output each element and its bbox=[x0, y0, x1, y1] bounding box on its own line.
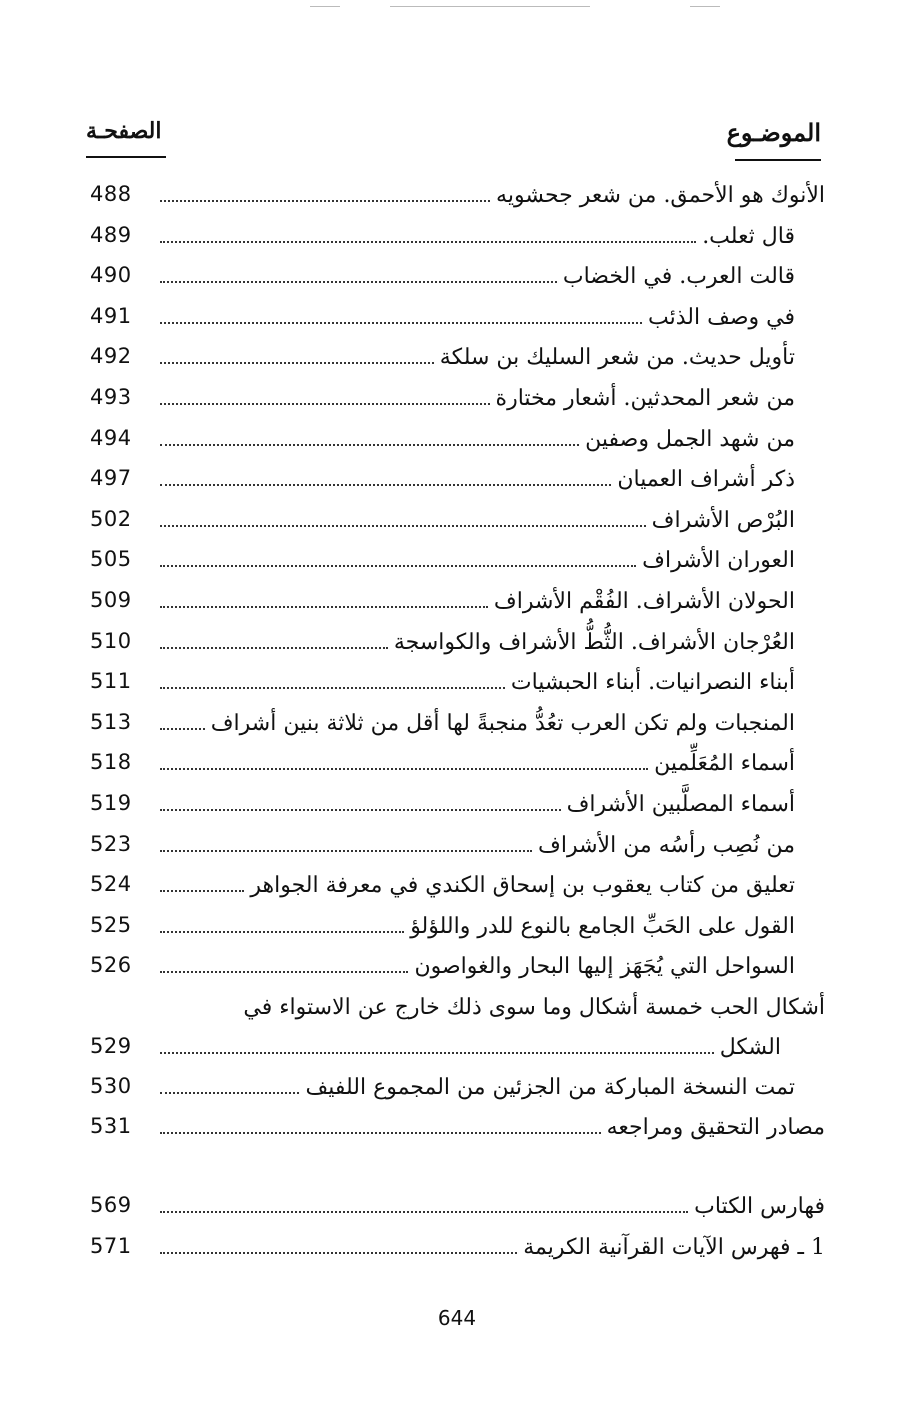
dot-leader bbox=[160, 1187, 688, 1213]
entry-title: في وصف الذئب bbox=[647, 304, 795, 330]
dot-leader bbox=[160, 785, 561, 811]
top-rule-right bbox=[690, 6, 720, 7]
entry-page: 510 bbox=[90, 628, 132, 653]
dot-leader bbox=[160, 176, 490, 202]
entry-page: 511 bbox=[90, 669, 132, 694]
toc-entry bbox=[90, 176, 825, 217]
toc-entry bbox=[90, 1228, 825, 1269]
toc-entry bbox=[90, 379, 825, 420]
entry-title: المنجبات ولم تكن العرب تعُدُّ منجبةً لها أقل من ثلاثة بنين أشراف bbox=[210, 710, 795, 736]
dot-leader bbox=[160, 826, 532, 852]
entry-page: 509 bbox=[90, 587, 132, 612]
entry-title: العُرْجان الأشراف. الثُّطُّ الأشراف والكواسجة bbox=[393, 629, 795, 655]
entry-title: تأويل حديث. من شعر السليك بن سلكة bbox=[439, 345, 795, 371]
toc-entry bbox=[90, 1187, 825, 1228]
dot-leader bbox=[160, 704, 205, 730]
entry-page: 530 bbox=[90, 1073, 132, 1098]
entry-page: 505 bbox=[90, 547, 132, 572]
dot-leader bbox=[160, 1068, 299, 1094]
toc-entry bbox=[90, 704, 825, 745]
toc-entry bbox=[90, 907, 825, 948]
toc-entry bbox=[90, 460, 825, 501]
toc-entry bbox=[90, 1108, 825, 1149]
dot-leader bbox=[160, 582, 488, 608]
entry-title: السواحل التي يُجَهَز إليها البحار والغواصون bbox=[414, 954, 795, 980]
page-number: 644 bbox=[437, 1306, 477, 1330]
entry-page: 497 bbox=[90, 466, 132, 491]
entry-page: 525 bbox=[90, 912, 132, 937]
section-gap bbox=[90, 1149, 825, 1187]
entry-title: القول على الحَبِّ الجامع بالنوع للدر واللؤلؤ bbox=[410, 913, 795, 939]
entry-page: 571 bbox=[90, 1233, 132, 1258]
dot-leader bbox=[160, 541, 636, 567]
entry-page: 493 bbox=[90, 384, 132, 409]
toc-entry bbox=[90, 217, 825, 258]
entry-title: أسماء المصلَّبين الأشراف bbox=[566, 791, 795, 817]
entry-title: الحولان الأشراف. الفُقْم الأشراف bbox=[493, 588, 795, 614]
top-rule-left bbox=[310, 6, 340, 7]
entry-page: 529 bbox=[90, 1033, 132, 1058]
top-rule-center bbox=[390, 6, 590, 7]
entry-title: أبناء النصرانيات. أبناء الحبشيات bbox=[510, 670, 795, 696]
entry-title: ذكر أشراف العميان bbox=[617, 467, 795, 493]
entry-page: 489 bbox=[90, 222, 132, 247]
dot-leader bbox=[160, 298, 642, 324]
entry-title: من شهد الجمل وصفين bbox=[585, 426, 795, 452]
toc-entry bbox=[90, 866, 825, 907]
dot-leader bbox=[160, 257, 557, 283]
entry-page: 518 bbox=[90, 750, 132, 775]
toc-entry bbox=[90, 582, 825, 623]
toc-header bbox=[86, 118, 821, 168]
entry-page: 526 bbox=[90, 953, 132, 978]
dot-leader bbox=[160, 379, 490, 405]
dot-leader bbox=[160, 1228, 517, 1254]
entry-title: العوران الأشراف bbox=[642, 548, 795, 574]
toc-entry bbox=[90, 298, 825, 339]
entry-page: 531 bbox=[90, 1114, 132, 1139]
dot-leader bbox=[160, 460, 611, 486]
dot-leader bbox=[160, 866, 244, 892]
toc-entry bbox=[90, 501, 825, 542]
entry-page: 502 bbox=[90, 506, 132, 531]
dot-leader bbox=[160, 217, 696, 243]
dot-leader bbox=[160, 744, 648, 770]
entry-title-line2: الشكل bbox=[719, 1034, 781, 1060]
entry-title: قالت العرب. في الخضاب bbox=[562, 264, 795, 290]
entry-page: 488 bbox=[90, 182, 132, 206]
entry-title: الأنوك هو الأحمق. من شعر جحشويه bbox=[496, 183, 825, 208]
entry-title: من شعر المحدثين. أشعار مختارة bbox=[495, 385, 795, 411]
toc-entry bbox=[90, 744, 825, 785]
toc-entry bbox=[90, 663, 825, 704]
topic-heading: الموضـوع bbox=[735, 118, 821, 161]
entry-page: 513 bbox=[90, 709, 132, 734]
toc-entry bbox=[90, 785, 825, 826]
dot-leader bbox=[160, 338, 434, 364]
entry-page: 524 bbox=[90, 872, 132, 897]
toc-entry bbox=[90, 541, 825, 582]
dot-leader bbox=[160, 501, 646, 527]
entry-page: 519 bbox=[90, 790, 132, 815]
entry-title: أسماء المُعَلِّمين bbox=[654, 751, 795, 777]
entry-page: 523 bbox=[90, 831, 132, 856]
dot-leader bbox=[160, 907, 404, 933]
entry-title: 1 ـ فهرس الآيات القرآنية الكريمة bbox=[523, 1234, 825, 1260]
dot-leader bbox=[160, 947, 408, 973]
entry-page: 569 bbox=[90, 1193, 132, 1218]
dot-leader bbox=[160, 1108, 601, 1134]
entry-title: فهارس الكتاب bbox=[694, 1194, 825, 1220]
dot-leader bbox=[160, 420, 579, 446]
toc-entry bbox=[90, 338, 825, 379]
page-heading: الصفحـة bbox=[86, 118, 166, 158]
entry-page: 490 bbox=[90, 263, 132, 288]
entry-title-line1: أشكال الحب خمسة أشكال وما سوى ذلك خارج عن الاستواء في bbox=[243, 994, 825, 1020]
toc-entry bbox=[90, 947, 825, 988]
entry-title: البُرْص الأشراف bbox=[651, 507, 795, 533]
toc-entry bbox=[90, 257, 825, 298]
entry-title: من نُصِب رأسُه من الأشراف bbox=[538, 832, 795, 858]
toc-entry bbox=[90, 1068, 825, 1109]
toc-entry bbox=[90, 623, 825, 664]
entry-page: 492 bbox=[90, 344, 132, 369]
toc-entry bbox=[90, 826, 825, 867]
entry-title: قال ثعلب. bbox=[702, 223, 795, 249]
entry-title: تعليق من كتاب يعقوب بن إسحاق الكندي في معرفة الجواهر bbox=[250, 873, 795, 899]
dot-leader bbox=[160, 623, 388, 649]
entry-page: 494 bbox=[90, 425, 132, 450]
entry-title: مصادر التحقيق ومراجعه bbox=[606, 1115, 825, 1141]
dot-leader bbox=[160, 663, 505, 689]
toc-entry-multiline bbox=[90, 988, 825, 1068]
entry-page: 491 bbox=[90, 303, 132, 328]
dot-leader bbox=[160, 1028, 714, 1054]
toc-list bbox=[90, 176, 825, 1268]
entry-title: تمت النسخة المباركة من الجزئين من المجموع اللفيف bbox=[305, 1074, 795, 1100]
toc-entry bbox=[90, 420, 825, 461]
